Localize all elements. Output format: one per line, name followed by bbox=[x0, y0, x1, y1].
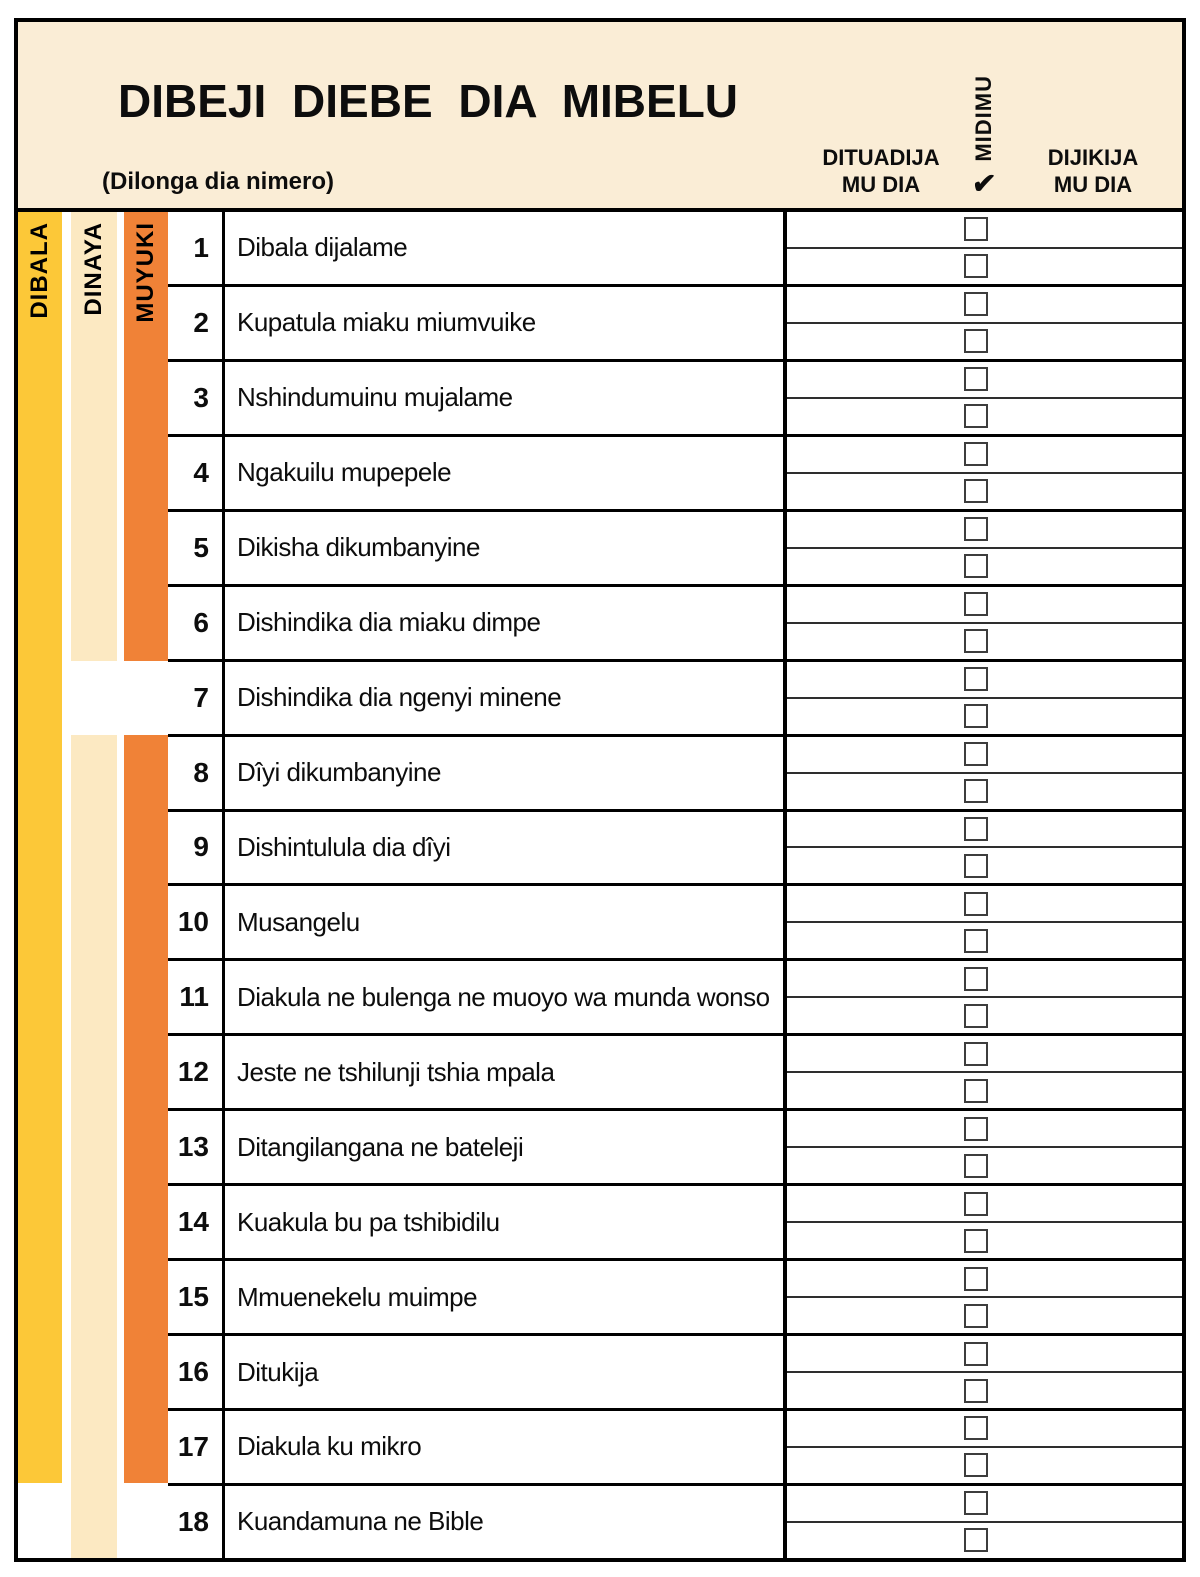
midimu-checkbox[interactable] bbox=[964, 367, 988, 391]
item-label: Kuakula bu pa tshibidilu bbox=[222, 1186, 783, 1258]
midimu-checkbox[interactable] bbox=[964, 1117, 988, 1141]
dijikija-field[interactable] bbox=[988, 1073, 1182, 1108]
item-number: 3 bbox=[193, 381, 209, 413]
item-check-area bbox=[783, 212, 1182, 284]
dijikija-field[interactable] bbox=[988, 662, 1182, 697]
sub-row-1 bbox=[787, 287, 1182, 324]
item-label: Jeste ne tshilunji tshia mpala bbox=[222, 1036, 783, 1108]
table-row bbox=[168, 662, 1182, 737]
column-header-dijikija bbox=[1018, 144, 1168, 198]
item-number: 16 bbox=[177, 1356, 209, 1388]
muyuki-band bbox=[124, 212, 168, 661]
dijikija-field[interactable] bbox=[988, 998, 1182, 1033]
item-number: 7 bbox=[193, 681, 209, 713]
dituadija-field[interactable] bbox=[787, 287, 964, 322]
sub-row-2 bbox=[787, 1298, 1182, 1333]
midimu-checkbox[interactable] bbox=[964, 479, 988, 503]
sub-row-1 bbox=[787, 362, 1182, 399]
midimu-checkbox[interactable] bbox=[964, 1154, 988, 1178]
dijikija-field[interactable] bbox=[988, 249, 1182, 284]
sub-row-1 bbox=[787, 212, 1182, 249]
midimu-checkbox[interactable] bbox=[964, 1528, 988, 1552]
midimu-checkbox[interactable] bbox=[964, 1379, 988, 1403]
sub-row-1 bbox=[787, 812, 1182, 849]
dijikija-field[interactable] bbox=[988, 624, 1182, 659]
midimu-checkbox[interactable] bbox=[964, 554, 988, 578]
item-check-area bbox=[783, 587, 1182, 659]
dijikija-field[interactable] bbox=[988, 1523, 1182, 1558]
sub-row-2 bbox=[787, 1523, 1182, 1558]
dijikija-field[interactable] bbox=[988, 886, 1182, 921]
item-check-area bbox=[783, 1111, 1182, 1183]
midimu-checkbox[interactable] bbox=[964, 1079, 988, 1103]
item-number: 9 bbox=[193, 831, 209, 863]
midimu-checkbox[interactable] bbox=[964, 854, 988, 878]
item-label: Dikisha dikumbanyine bbox=[222, 512, 783, 584]
table-row bbox=[168, 1186, 1182, 1261]
dituadija-field[interactable] bbox=[787, 624, 964, 659]
sub-row-1 bbox=[787, 1186, 1182, 1223]
sub-row-1 bbox=[787, 886, 1182, 923]
sub-row-1 bbox=[787, 961, 1182, 998]
midimu-checkbox[interactable] bbox=[964, 779, 988, 803]
midimu-checkbox[interactable] bbox=[964, 254, 988, 278]
item-number: 18 bbox=[177, 1505, 209, 1537]
dijikija-field[interactable] bbox=[988, 1148, 1182, 1183]
dijikija-field[interactable] bbox=[988, 1486, 1182, 1521]
midimu-checkbox[interactable] bbox=[964, 404, 988, 428]
item-number: 2 bbox=[193, 306, 209, 338]
dituadija-field[interactable] bbox=[787, 1036, 964, 1071]
sub-row-1 bbox=[787, 737, 1182, 774]
dituadija-field[interactable] bbox=[787, 1186, 964, 1221]
item-check-area bbox=[783, 1486, 1182, 1558]
dituadija-field[interactable] bbox=[787, 699, 964, 734]
item-label: Dibala dijalame bbox=[222, 212, 783, 284]
item-label: Kupatula miaku miumvuike bbox=[222, 287, 783, 359]
checkmark-icon: ✔ bbox=[970, 168, 998, 199]
item-number: 10 bbox=[177, 906, 209, 938]
dijikija-field[interactable] bbox=[988, 1111, 1182, 1146]
dijikija-field[interactable] bbox=[988, 549, 1182, 584]
dijikija-field[interactable] bbox=[988, 212, 1182, 247]
item-label: Musangelu bbox=[222, 886, 783, 958]
dituadija-field[interactable] bbox=[787, 512, 964, 547]
midimu-label: MIDIMU bbox=[971, 75, 996, 162]
checklist-table bbox=[18, 212, 1182, 1558]
sub-row-1 bbox=[787, 662, 1182, 699]
item-check-area bbox=[783, 1336, 1182, 1408]
dijikija-field[interactable] bbox=[988, 737, 1182, 772]
dijikija-field[interactable] bbox=[988, 774, 1182, 809]
form-header bbox=[18, 22, 1182, 212]
dituadija-field[interactable] bbox=[787, 1223, 964, 1258]
dituadija-field[interactable] bbox=[787, 399, 964, 434]
dijikija-field[interactable] bbox=[988, 399, 1182, 434]
item-label: Ditangilangana ne bateleji bbox=[222, 1111, 783, 1183]
midimu-checkbox[interactable] bbox=[964, 329, 988, 353]
sub-row-1 bbox=[787, 587, 1182, 624]
dituadija-field[interactable] bbox=[787, 437, 964, 472]
item-label: Dishindika dia miaku dimpe bbox=[222, 587, 783, 659]
dijikija-field[interactable] bbox=[988, 474, 1182, 509]
sub-row-2 bbox=[787, 399, 1182, 434]
midimu-checkbox[interactable] bbox=[964, 1342, 988, 1366]
dijikija-field[interactable] bbox=[988, 1298, 1182, 1333]
band-label-dibala: DIBALA bbox=[26, 222, 53, 319]
item-label: Diakula ku mikro bbox=[222, 1411, 783, 1483]
dinaya-band bbox=[71, 212, 117, 661]
sub-row-2 bbox=[787, 923, 1182, 958]
sub-row-1 bbox=[787, 1411, 1182, 1448]
dituadija-field[interactable] bbox=[787, 774, 964, 809]
sub-row-2 bbox=[787, 474, 1182, 509]
sub-row-2 bbox=[787, 699, 1182, 734]
midimu-checkbox[interactable] bbox=[964, 967, 988, 991]
midimu-checkbox[interactable] bbox=[964, 517, 988, 541]
midimu-checkbox[interactable] bbox=[964, 217, 988, 241]
dituadija-field[interactable] bbox=[787, 587, 964, 622]
muyuki-band bbox=[124, 735, 168, 1483]
sub-row-1 bbox=[787, 437, 1182, 474]
dijikija-field[interactable] bbox=[988, 961, 1182, 996]
column-header-midimu bbox=[961, 75, 1007, 162]
table-row bbox=[168, 886, 1182, 961]
midimu-checkbox[interactable] bbox=[964, 892, 988, 916]
item-number: 1 bbox=[193, 231, 209, 263]
table-row bbox=[168, 362, 1182, 437]
dijikija-field[interactable] bbox=[988, 1448, 1182, 1483]
item-label: Dishintulula dia dîyi bbox=[222, 812, 783, 884]
item-check-area bbox=[783, 287, 1182, 359]
dijikija-field[interactable] bbox=[988, 587, 1182, 622]
sub-row-2 bbox=[787, 1448, 1182, 1483]
column-header-dituadija bbox=[806, 144, 956, 198]
item-label: Mmuenekelu muimpe bbox=[222, 1261, 783, 1333]
table-row bbox=[168, 1411, 1182, 1486]
sub-row-2 bbox=[787, 1148, 1182, 1183]
item-number: 15 bbox=[177, 1281, 209, 1313]
midimu-checkbox[interactable] bbox=[964, 292, 988, 316]
item-check-area bbox=[783, 512, 1182, 584]
dijikija-field[interactable] bbox=[988, 437, 1182, 472]
sub-row-2 bbox=[787, 624, 1182, 659]
item-number: 13 bbox=[177, 1131, 209, 1163]
dituadija-field[interactable] bbox=[787, 212, 964, 247]
midimu-checkbox[interactable] bbox=[964, 1192, 988, 1216]
dituadija-field[interactable] bbox=[787, 662, 964, 697]
table-row bbox=[168, 1261, 1182, 1336]
sub-row-1 bbox=[787, 1036, 1182, 1073]
dituadija-field[interactable] bbox=[787, 1111, 964, 1146]
sub-row-1 bbox=[787, 1261, 1182, 1298]
dijikija-field[interactable] bbox=[988, 1223, 1182, 1258]
item-label: Ditukija bbox=[222, 1336, 783, 1408]
dituadija-field[interactable] bbox=[787, 474, 964, 509]
sub-row-2 bbox=[787, 848, 1182, 883]
midimu-checkbox[interactable] bbox=[964, 442, 988, 466]
dijikija-field[interactable] bbox=[988, 324, 1182, 359]
table-row bbox=[168, 437, 1182, 512]
item-check-area bbox=[783, 961, 1182, 1033]
dituadija-field[interactable] bbox=[787, 324, 964, 359]
sub-row-1 bbox=[787, 1486, 1182, 1523]
dituadija-field[interactable] bbox=[787, 1486, 964, 1521]
dijikija-field[interactable] bbox=[988, 1186, 1182, 1221]
dituadija-field[interactable] bbox=[787, 737, 964, 772]
counsel-form bbox=[14, 18, 1186, 1562]
item-check-area bbox=[783, 812, 1182, 884]
sub-row-2 bbox=[787, 324, 1182, 359]
page-title: DIBEJI DIEBE DIA MIBELU bbox=[118, 75, 739, 127]
sub-row-2 bbox=[787, 1373, 1182, 1408]
column-header-dijikija-line1: DIJIKIJA bbox=[1047, 145, 1139, 170]
midimu-checkbox[interactable] bbox=[964, 1416, 988, 1440]
item-label: Ngakuilu mupepele bbox=[222, 437, 783, 509]
midimu-checkbox[interactable] bbox=[964, 1491, 988, 1515]
dituadija-field[interactable] bbox=[787, 1373, 964, 1408]
band-label-muyuki: MUYUKI bbox=[132, 222, 159, 323]
dijikija-field[interactable] bbox=[988, 1373, 1182, 1408]
item-check-area bbox=[783, 1411, 1182, 1483]
midimu-checkbox[interactable] bbox=[964, 817, 988, 841]
midimu-checkbox[interactable] bbox=[964, 629, 988, 653]
item-label: Dîyi dikumbanyine bbox=[222, 737, 783, 809]
rows bbox=[168, 212, 1182, 1558]
item-check-area bbox=[783, 1036, 1182, 1108]
dijikija-field[interactable] bbox=[988, 848, 1182, 883]
midimu-checkbox[interactable] bbox=[964, 1453, 988, 1477]
item-check-area bbox=[783, 662, 1182, 734]
midimu-checkbox[interactable] bbox=[964, 1267, 988, 1291]
sub-row-1 bbox=[787, 1336, 1182, 1373]
dijikija-field[interactable] bbox=[988, 287, 1182, 322]
midimu-checkbox[interactable] bbox=[964, 742, 988, 766]
table-row bbox=[168, 1336, 1182, 1411]
midimu-checkbox[interactable] bbox=[964, 667, 988, 691]
item-check-area bbox=[783, 886, 1182, 958]
item-check-area bbox=[783, 437, 1182, 509]
midimu-checkbox[interactable] bbox=[964, 592, 988, 616]
table-row bbox=[168, 287, 1182, 362]
midimu-checkbox[interactable] bbox=[964, 1304, 988, 1328]
table-row bbox=[168, 587, 1182, 662]
item-check-area bbox=[783, 1186, 1182, 1258]
midimu-checkbox[interactable] bbox=[964, 704, 988, 728]
dituadija-field[interactable] bbox=[787, 249, 964, 284]
table-row bbox=[168, 1036, 1182, 1111]
dituadija-field[interactable] bbox=[787, 1336, 964, 1371]
table-row bbox=[168, 212, 1182, 287]
item-label: Diakula ne bulenga ne muoyo wa munda wonso bbox=[222, 961, 783, 1033]
item-number: 11 bbox=[179, 981, 209, 1013]
sub-row-1 bbox=[787, 1111, 1182, 1148]
midimu-checkbox[interactable] bbox=[964, 1004, 988, 1028]
midimu-checkbox[interactable] bbox=[964, 1229, 988, 1253]
dibala-band bbox=[18, 212, 62, 1483]
dituadija-field[interactable] bbox=[787, 1298, 964, 1333]
dijikija-field[interactable] bbox=[988, 923, 1182, 958]
dituadija-field[interactable] bbox=[787, 1523, 964, 1558]
item-number: 12 bbox=[177, 1056, 209, 1088]
dituadija-field[interactable] bbox=[787, 1148, 964, 1183]
dituadija-field[interactable] bbox=[787, 812, 964, 847]
sub-row-2 bbox=[787, 774, 1182, 809]
column-header-dijikija-line2: MU DIA bbox=[1053, 172, 1133, 197]
table-row bbox=[168, 1486, 1182, 1558]
sub-row-2 bbox=[787, 1073, 1182, 1108]
dituadija-field[interactable] bbox=[787, 362, 964, 397]
item-check-area bbox=[783, 737, 1182, 809]
dituadija-field[interactable] bbox=[787, 1073, 964, 1108]
dituadija-field[interactable] bbox=[787, 1261, 964, 1296]
band-label-dinaya: DINAYA bbox=[80, 222, 107, 316]
item-label: Dishindika dia ngenyi minene bbox=[222, 662, 783, 734]
dituadija-field[interactable] bbox=[787, 998, 964, 1033]
item-number: 17 bbox=[177, 1430, 209, 1462]
dituadija-field[interactable] bbox=[787, 961, 964, 996]
dijikija-field[interactable] bbox=[988, 1036, 1182, 1071]
table-row bbox=[168, 1111, 1182, 1186]
dijikija-field[interactable] bbox=[988, 1261, 1182, 1296]
item-label: Kuandamuna ne Bible bbox=[222, 1486, 783, 1558]
column-header-dituadija-line1: DITUADIJA bbox=[822, 145, 940, 170]
item-check-area bbox=[783, 362, 1182, 434]
item-number: 5 bbox=[193, 531, 209, 563]
item-number: 4 bbox=[193, 456, 209, 488]
dituadija-field[interactable] bbox=[787, 549, 964, 584]
midimu-checkbox[interactable] bbox=[964, 1042, 988, 1066]
dijikija-field[interactable] bbox=[988, 512, 1182, 547]
dijikija-field[interactable] bbox=[988, 1411, 1182, 1446]
dituadija-field[interactable] bbox=[787, 1448, 964, 1483]
table-row bbox=[168, 512, 1182, 587]
table-row bbox=[168, 812, 1182, 887]
dijikija-field[interactable] bbox=[988, 1336, 1182, 1371]
dijikija-field[interactable] bbox=[988, 699, 1182, 734]
item-number: 14 bbox=[177, 1206, 209, 1238]
sub-row-2 bbox=[787, 549, 1182, 584]
midimu-checkbox[interactable] bbox=[964, 929, 988, 953]
column-header-dituadija-line2: MU DIA bbox=[841, 172, 921, 197]
page-subtitle: (Dilonga dia nimero) bbox=[102, 168, 335, 195]
table-row bbox=[168, 737, 1182, 812]
dijikija-field[interactable] bbox=[988, 812, 1182, 847]
item-check-area bbox=[783, 1261, 1182, 1333]
sub-row-2 bbox=[787, 1223, 1182, 1258]
item-number: 8 bbox=[193, 756, 209, 788]
item-number: 6 bbox=[193, 606, 209, 638]
item-label: Nshindumuinu mujalame bbox=[222, 362, 783, 434]
dinaya-band bbox=[71, 735, 117, 1558]
dituadija-field[interactable] bbox=[787, 886, 964, 921]
sub-row-2 bbox=[787, 249, 1182, 284]
table-row bbox=[168, 961, 1182, 1036]
sub-row-2 bbox=[787, 998, 1182, 1033]
sub-row-1 bbox=[787, 512, 1182, 549]
dituadija-field[interactable] bbox=[787, 923, 964, 958]
dijikija-field[interactable] bbox=[988, 362, 1182, 397]
dituadija-field[interactable] bbox=[787, 848, 964, 883]
dituadija-field[interactable] bbox=[787, 1411, 964, 1446]
